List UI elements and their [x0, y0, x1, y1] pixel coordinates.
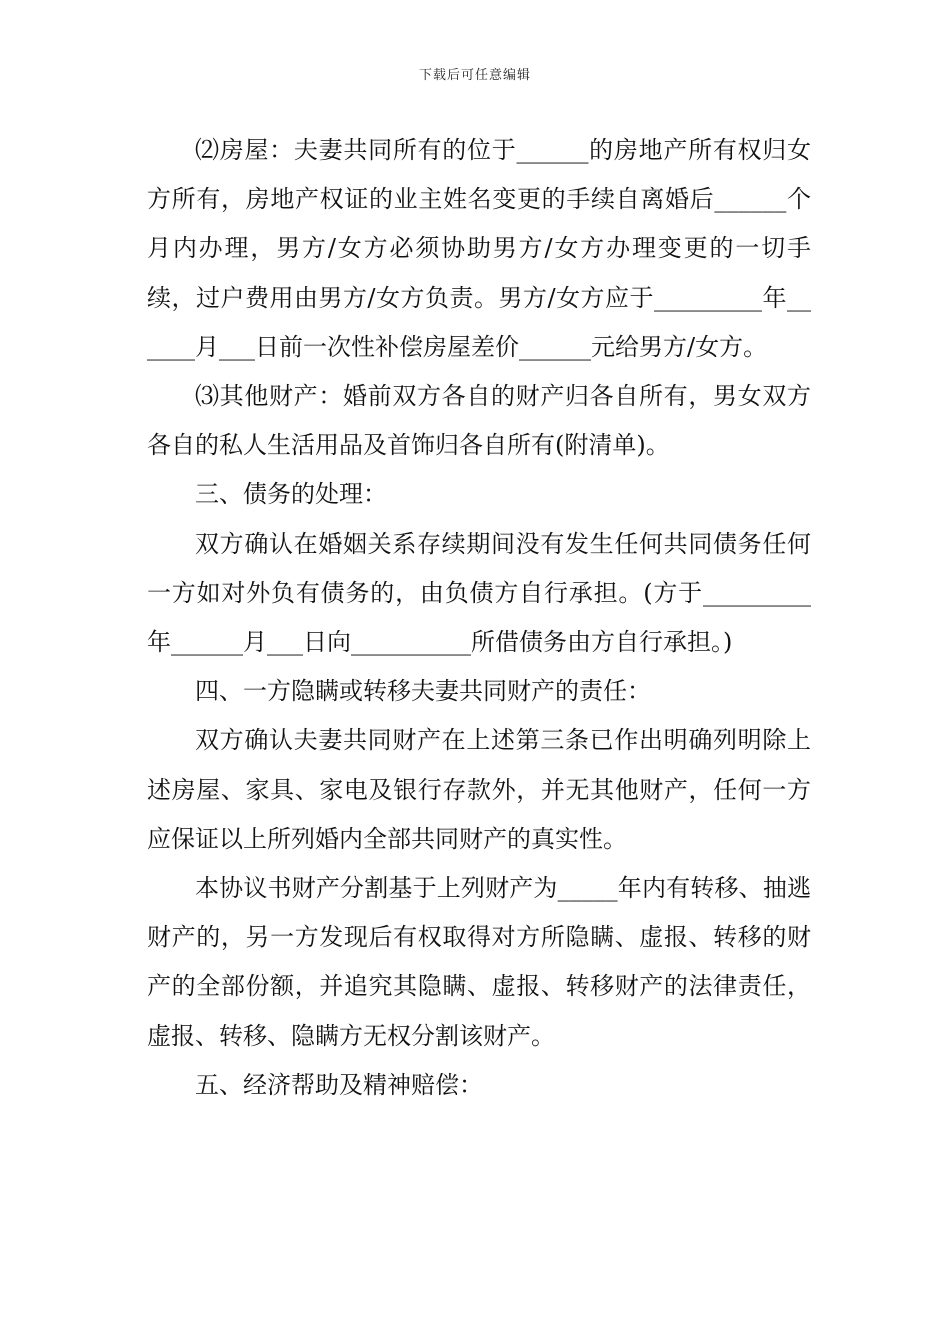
page-header: 下载后可任意编辑 — [418, 68, 531, 83]
paragraph-house: ⑵房屋：夫妻共同所有的位于______的房地产所有权归女方所有，房地产权证的业主姓名变更的手续自离婚后______个月内办理，男方/女方必须协助男方/女方办理变更的一切手续，过户费用由男方/女方负责。男方/女方应于_________年______月___日前一次性补偿房屋差价______元给男方/女方。 — [147, 136, 811, 361]
section-heading-concealment: 四、一方隐瞒或转移夫妻共同财产的责任： — [195, 677, 651, 706]
section-heading-compensation: 五、经济帮助及精神赔偿： — [195, 1070, 483, 1099]
paragraph-concealment-liability: 本协议书财产分割基于上列财产为_____年内有转移、抽逃财产的，另一方发现后有权取得对方所隐瞒、虚报、转移的财产的全部份额，并追究其隐瞒、虚报、转移财产的法律责任，虚报、转移、隐瞒方无权分割该财产。 — [147, 874, 811, 1050]
paragraph-other-property: ⑶其他财产：婚前双方各自的财产归各自所有，男女双方各自的私人生活用品及首饰归各自所有(附清单)。 — [147, 382, 811, 460]
document-body — [147, 126, 811, 1110]
paragraph-debts: 双方确认在婚姻关系存续期间没有发生任何共同债务任何一方如对外负有债务的，由负债方自行承担。(方于_________年______月___日向__________所借债务由方自行承担。) — [147, 529, 811, 657]
paragraph-property-confirmation: 双方确认夫妻共同财产在上述第三条已作出明确列明除上述房屋、家具、家电及银行存款外，并无其他财产，任何一方应保证以上所列婚内全部共同财产的真实性。 — [147, 726, 811, 853]
section-heading-debts: 三、债务的处理： — [195, 480, 387, 509]
